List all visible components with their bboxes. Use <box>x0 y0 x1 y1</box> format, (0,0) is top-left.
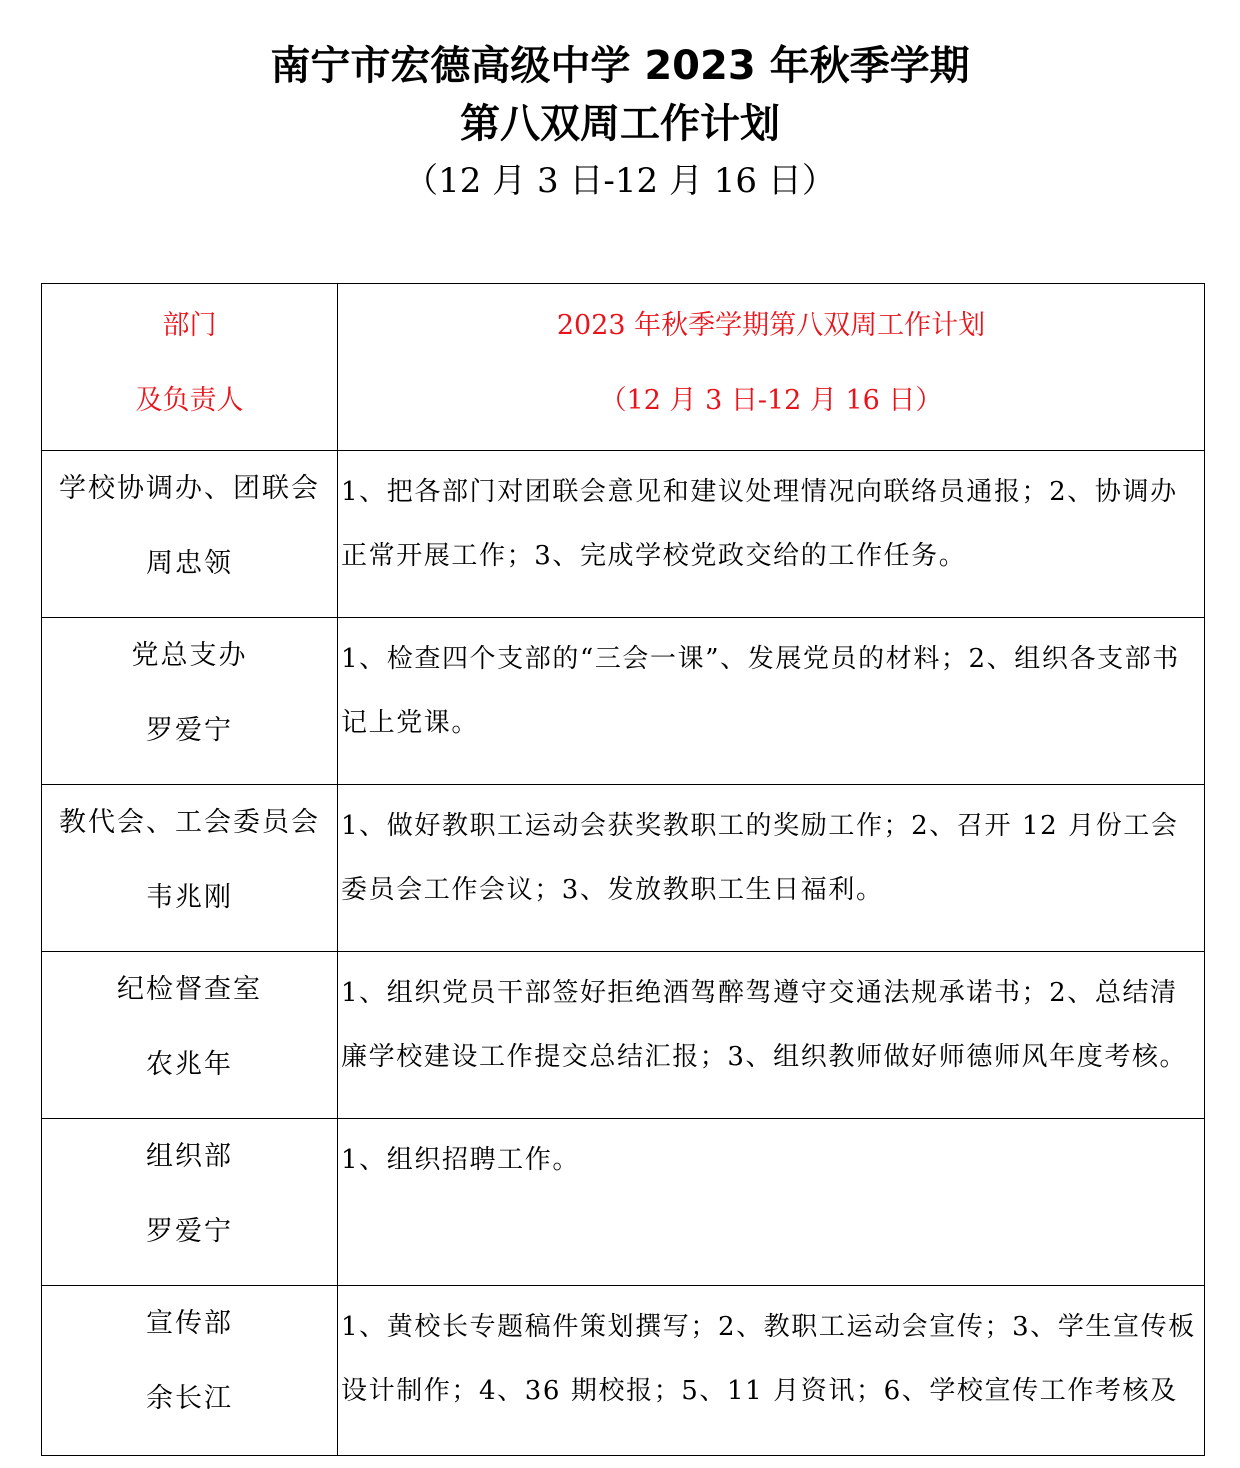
header-dept-cell <box>42 284 338 451</box>
table-row <box>42 785 1205 952</box>
header-plan-title: 2023 年秋季学期第八双周工作计划 <box>556 310 986 341</box>
dept-owner: 罗爱宁 <box>146 1216 233 1247</box>
dept-cell <box>42 451 338 618</box>
dept-name: 教代会、工会委员会 <box>59 807 320 838</box>
table-header-row <box>42 284 1205 451</box>
dept-cell <box>42 1286 338 1456</box>
dept-name: 组织部 <box>146 1141 233 1172</box>
task-cell: 1、检查四个支部的“三会一课”、发展党员的材料；2、组织各支部书记上党课。 <box>338 618 1205 785</box>
table-row <box>42 618 1205 785</box>
title-school-term: 南宁市宏德高级中学 2023 年秋季学期 <box>270 43 970 89</box>
dept-name: 纪检督查室 <box>117 974 262 1005</box>
dept-owner: 罗爱宁 <box>146 715 233 746</box>
task-cell: 1、黄校长专题稿件策划撰写；2、教职工运动会宣传；3、学生宣传板设计制作；4、36 期校报；5、11 月资讯；6、学校宣传工作考核及 <box>338 1286 1205 1456</box>
header-plan-dates: （12 月 3 日-12 月 16 日） <box>599 385 943 416</box>
work-plan-table <box>41 283 1205 1456</box>
title-plan-name: 第八双周工作计划 <box>460 101 780 147</box>
dept-owner: 农兆年 <box>146 1049 233 1080</box>
dept-name: 党总支办 <box>131 640 248 671</box>
header-plan-cell <box>338 284 1205 451</box>
header-owner-label: 及负责人 <box>135 385 244 416</box>
table-row <box>42 1286 1205 1456</box>
dept-owner: 余长江 <box>146 1383 233 1414</box>
task-cell: 1、组织招聘工作。 <box>338 1119 1205 1286</box>
task-cell: 1、把各部门对团联会意见和建议处理情况向联络员通报；2、协调办正常开展工作；3、完成学校党政交给的工作任务。 <box>338 451 1205 618</box>
dept-name: 学校协调办、团联会 <box>59 473 320 504</box>
table-row <box>42 451 1205 618</box>
dept-owner: 韦兆刚 <box>146 882 233 913</box>
dept-owner: 周忠领 <box>146 548 233 579</box>
dept-cell <box>42 618 338 785</box>
title-date-range: （12 月 3 日-12 月 16 日） <box>404 161 836 201</box>
task-cell: 1、组织党员干部签好拒绝酒驾醉驾遵守交通法规承诺书；2、总结清廉学校建设工作提交总结汇报；3、组织教师做好师德师风年度考核。 <box>338 952 1205 1119</box>
table-row <box>42 952 1205 1119</box>
dept-cell <box>42 1119 338 1286</box>
dept-cell <box>42 952 338 1119</box>
table-row <box>42 1119 1205 1286</box>
task-cell: 1、做好教职工运动会获奖教职工的奖励工作；2、召开 12 月份工会委员会工作会议；3、发放教职工生日福利。 <box>338 785 1205 952</box>
header-dept-label: 部门 <box>162 310 217 341</box>
dept-cell <box>42 785 338 952</box>
dept-name: 宣传部 <box>146 1308 233 1339</box>
